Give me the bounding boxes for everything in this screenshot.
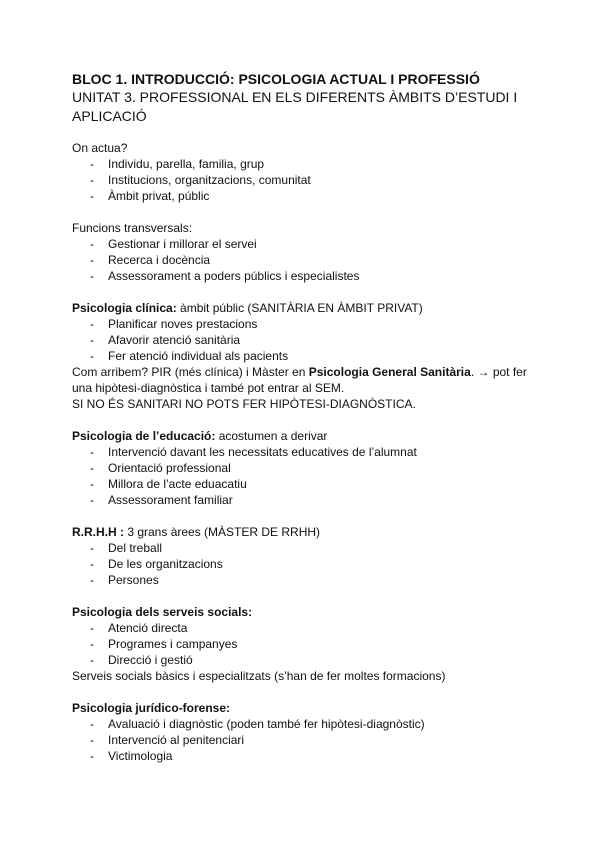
list-item-text: Orientació professional <box>108 461 231 475</box>
bullet-list <box>72 540 542 588</box>
list-item-text: Millora de l’acte eduacatiu <box>108 477 247 491</box>
section-heading: R.R.H.H : <box>72 525 124 539</box>
list-item-text: Programes i campanyes <box>108 637 238 651</box>
dash-bullet: - <box>90 445 94 459</box>
dash-bullet: - <box>90 317 94 331</box>
section-heading-line <box>72 428 542 444</box>
list-item-text: Afavorir atenció sanitària <box>108 333 241 347</box>
list-item <box>72 652 542 668</box>
list-item <box>72 476 542 492</box>
list-item <box>72 444 542 460</box>
section-heading-line <box>72 300 542 316</box>
section-heading-rest: àmbit públic (SANITÀRIA EN ÀMBIT PRIVAT) <box>176 301 423 315</box>
list-item-text: Assessorament familiar <box>108 493 233 507</box>
dash-bullet: - <box>90 493 94 507</box>
section-on-actua <box>72 140 542 204</box>
list-item <box>72 236 542 252</box>
dash-bullet: - <box>90 733 94 747</box>
bullet-list <box>72 236 542 284</box>
dash-bullet: - <box>90 237 94 251</box>
section-clinica <box>72 300 542 412</box>
dash-bullet: - <box>90 189 94 203</box>
list-item <box>72 268 542 284</box>
list-item <box>72 540 542 556</box>
list-item <box>72 636 542 652</box>
list-item-text: Assessorament a poders públics i especialistes <box>108 269 360 283</box>
clinica-note-2: SI NO ÉS SANITARI NO POTS FER HIPÒTESI-DIAGNÒSTICA. <box>72 397 416 411</box>
note-text-post: . → pot fer una hipòtesi-diagnòstica i també pot entrar al SEM. <box>72 365 527 395</box>
list-item <box>72 172 542 188</box>
dash-bullet: - <box>90 157 94 171</box>
list-item <box>72 460 542 476</box>
dash-bullet: - <box>90 557 94 571</box>
section-rrhh <box>72 524 542 588</box>
dash-bullet: - <box>90 621 94 635</box>
list-item-text: Persones <box>108 573 159 587</box>
section-heading-line <box>72 700 542 716</box>
list-item-text: Planificar noves prestacions <box>108 317 258 331</box>
section-heading: Psicologia jurídico-forense: <box>72 701 231 715</box>
list-item-text: Institucions, organitzacions, comunitat <box>108 173 311 187</box>
section-serveis-socials <box>72 604 542 684</box>
list-item-text: Gestionar i millorar el servei <box>108 237 257 251</box>
section-heading: Psicologia de l’educació: <box>72 429 216 443</box>
list-item <box>72 620 542 636</box>
dash-bullet: - <box>90 749 94 763</box>
list-item-text: Àmbit privat, públic <box>108 189 210 203</box>
dash-bullet: - <box>90 349 94 363</box>
section-heading: Psicologia dels serveis socials: <box>72 605 253 619</box>
section-funcions <box>72 220 542 284</box>
dash-bullet: - <box>90 333 94 347</box>
dash-bullet: - <box>90 269 94 283</box>
section-heading-line <box>72 604 542 620</box>
list-item-text: Fer atenció individual als pacients <box>108 349 289 363</box>
dash-bullet: - <box>90 717 94 731</box>
clinica-note <box>72 364 542 396</box>
list-item <box>72 716 542 732</box>
list-item <box>72 348 542 364</box>
dash-bullet: - <box>90 461 94 475</box>
list-item-text: Del treball <box>108 541 163 555</box>
dash-bullet: - <box>90 173 94 187</box>
list-item <box>72 748 542 764</box>
list-item-text: Victimologia <box>108 749 173 763</box>
list-item <box>72 556 542 572</box>
bullet-list <box>72 444 542 508</box>
note-text-pre: Com arribem? PIR (més clínica) i Màster en <box>72 365 309 379</box>
section-educacio <box>72 428 542 508</box>
dash-bullet: - <box>90 653 94 667</box>
section-juridic-forense <box>72 700 542 764</box>
list-item <box>72 316 542 332</box>
list-item-text: De les organitzacions <box>108 557 223 571</box>
note-bold-text: Psicologia General Sanitària <box>308 365 471 379</box>
section-heading-rest: acostumen a derivar <box>215 429 328 443</box>
bullet-list <box>72 620 542 668</box>
section-heading: Funcions transversals: <box>72 221 193 235</box>
dash-bullet: - <box>90 477 94 491</box>
list-item-text: Atenció directa <box>108 621 188 635</box>
list-item <box>72 492 542 508</box>
list-item-text: Recerca i docència <box>108 253 211 267</box>
list-item <box>72 156 542 172</box>
list-item <box>72 252 542 268</box>
section-heading-rest: 3 grans àrees (MÀSTER DE RRHH) <box>124 525 321 539</box>
socials-note: Serveis socials bàsics i especialitzats (s’han de fer moltes formacions) <box>72 669 446 683</box>
list-item <box>72 332 542 348</box>
dash-bullet: - <box>90 253 94 267</box>
section-heading: On actua? <box>72 141 128 155</box>
list-item-text: Direcció i gestió <box>108 653 193 667</box>
section-heading: Psicologia clínica: <box>72 301 177 315</box>
list-item-text: Avaluació i diagnòstic (poden també fer hipòtesi-diagnòstic) <box>108 717 425 731</box>
dash-bullet: - <box>90 637 94 651</box>
bullet-list <box>72 316 542 364</box>
section-heading-line <box>72 524 542 540</box>
document-subtitle: UNITAT 3. PROFESSIONAL EN ELS DIFERENTS ÀMBITS D’ESTUDI I APLICACIÓ <box>72 89 518 124</box>
list-item-text: Individu, parella, familia, grup <box>108 157 265 171</box>
list-item-text: Intervenció al penitenciari <box>108 733 245 747</box>
list-item <box>72 732 542 748</box>
dash-bullet: - <box>90 573 94 587</box>
list-item-text: Intervenció davant les necessitats educatives de l’alumnat <box>108 445 417 459</box>
document-title: BLOC 1. INTRODUCCIÓ: PSICOLOGIA ACTUAL I PROFESSIÓ <box>72 71 480 87</box>
list-item <box>72 188 542 204</box>
list-item <box>72 572 542 588</box>
bullet-list <box>72 716 542 764</box>
dash-bullet: - <box>90 541 94 555</box>
bullet-list <box>72 156 542 204</box>
